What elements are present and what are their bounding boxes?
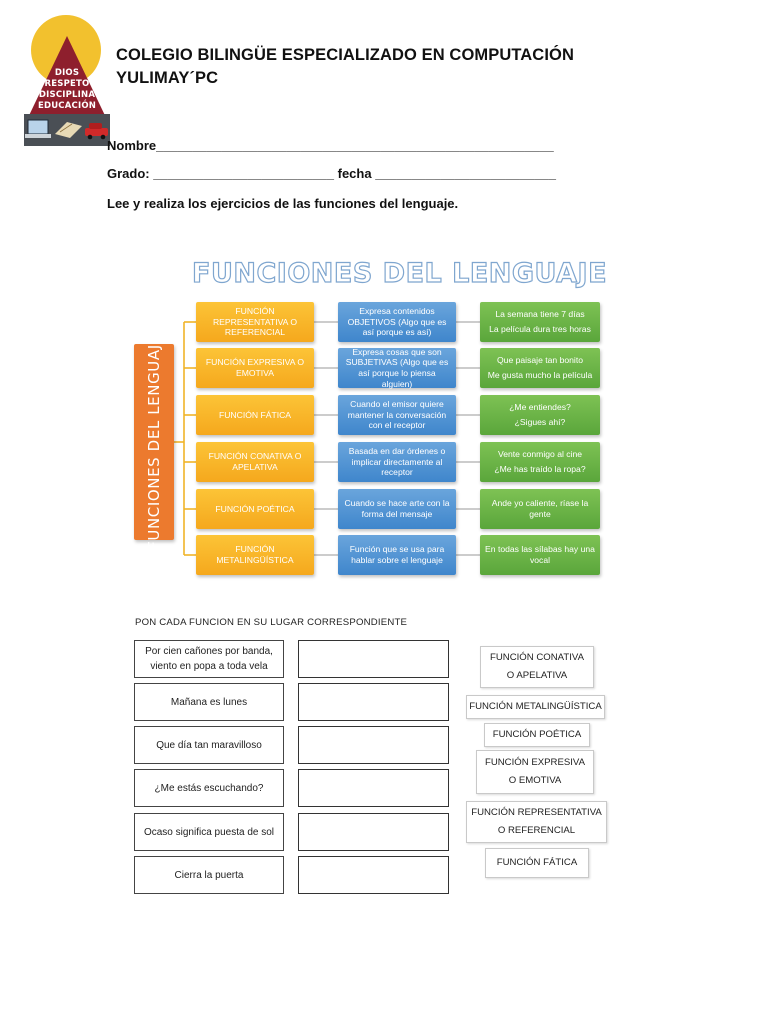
nombre-label: Nombre xyxy=(107,138,157,153)
sentence-box: Mañana es lunes xyxy=(134,683,284,721)
option-fatica[interactable]: FUNCIÓN FÁTICA xyxy=(485,848,589,878)
example-line: ¿Me entiendes? xyxy=(509,402,571,413)
description-node: Función que se usa para hablar sobre el lenguaje xyxy=(338,535,456,575)
nombre-blank[interactable]: _______________________________________________________ xyxy=(156,138,554,153)
concept-map xyxy=(128,252,612,588)
description-node: Expresa cosas que son SUBJETIVAS (Algo que es así porque lo piensa alguien) xyxy=(338,348,456,388)
answer-box[interactable] xyxy=(298,640,449,678)
map-row xyxy=(128,442,612,482)
map-row xyxy=(128,489,612,529)
map-row xyxy=(128,302,612,342)
description-node: Expresa contenidos OBJETIVOS (Algo que es así porque es así) xyxy=(338,302,456,342)
function-node: FUNCIÓN METALINGÜÍSTICA xyxy=(196,535,314,575)
option-expresiva[interactable]: FUNCIÓN EXPRESIVA O EMOTIVA xyxy=(476,750,594,794)
logo-word-4: EDUCACIÓN xyxy=(37,101,97,111)
option-representativa[interactable]: FUNCIÓN REPRESENTATIVA O REFERENCIAL xyxy=(466,801,607,843)
instruction-text: Lee y realiza los ejercicios de las funciones del lenguaje. xyxy=(107,196,459,211)
example-node xyxy=(480,489,600,529)
function-node: FUNCIÓN POÉTICA xyxy=(196,489,314,529)
logo-word-1: DIOS xyxy=(54,68,80,78)
example-line: Ande yo caliente, ríase la gente xyxy=(491,498,589,519)
exercise-title: PON CADA FUNCION EN SU LUGAR CORRESPONDIENTE xyxy=(135,617,408,628)
function-node: FUNCIÓN FÁTICA xyxy=(196,395,314,435)
description-node: Cuando se hace arte con la forma del mensaje xyxy=(338,489,456,529)
fecha-blank[interactable]: _________________________ xyxy=(375,166,556,181)
description-node: Cuando el emisor quiere mantener la conversación con el receptor xyxy=(338,395,456,435)
function-node: FUNCIÓN CONATIVA O APELATIVA xyxy=(196,442,314,482)
map-row xyxy=(128,348,612,388)
example-line: La película dura tres horas xyxy=(489,324,591,334)
example-line: En todas las sílabas hay una vocal xyxy=(485,544,595,565)
example-node xyxy=(480,348,600,388)
option-conativa[interactable]: FUNCIÓN CONATIVA O APELATIVA xyxy=(480,646,594,688)
description-node: Basada en dar órdenes o implicar directamente al receptor xyxy=(338,442,456,482)
example-line: ¿Sigues ahí? xyxy=(514,417,566,427)
option-poetica[interactable]: FUNCIÓN POÉTICA xyxy=(484,723,590,747)
school-name-line1: COLEGIO BILINGÜE ESPECIALIZADO EN COMPUTACIÓN xyxy=(116,46,574,64)
sentence-box: Que día tan maravilloso xyxy=(134,726,284,764)
example-node xyxy=(480,395,600,435)
function-node: FUNCIÓN REPRESENTATIVA O REFERENCIAL xyxy=(196,302,314,342)
answer-box[interactable] xyxy=(298,726,449,764)
school-name-line2: YULIMAY´PC xyxy=(116,69,219,87)
example-line: ¿Me has traído la ropa? xyxy=(494,464,586,474)
example-node xyxy=(480,535,600,575)
example-line: Vente conmigo al cine xyxy=(497,449,583,460)
logo-pictures xyxy=(24,114,110,146)
grado-label: Grado: xyxy=(107,166,150,181)
answer-box[interactable] xyxy=(298,683,449,721)
school-logo xyxy=(22,14,112,134)
example-node xyxy=(480,442,600,482)
grado-blank[interactable]: _________________________ xyxy=(153,166,334,181)
option-metalinguistica[interactable]: FUNCIÓN METALINGÜÍSTICA xyxy=(466,695,605,719)
map-title: FUNCIONES DEL LENGUAJE xyxy=(192,258,608,289)
answer-box[interactable] xyxy=(298,856,449,894)
sentence-box: Ocaso significa puesta de sol xyxy=(134,813,284,851)
side-label-text: FUNCIONES DEL LENGUAJE xyxy=(145,334,163,550)
map-row xyxy=(128,395,612,435)
function-node: FUNCIÓN EXPRESIVA O EMOTIVA xyxy=(196,348,314,388)
sentence-box: ¿Me estás escuchando? xyxy=(134,769,284,807)
example-node xyxy=(480,302,600,342)
answer-box[interactable] xyxy=(298,813,449,851)
grado-fecha-field[interactable] xyxy=(107,166,556,181)
sentence-box: Por cien cañones por banda, viento en popa a toda vela xyxy=(134,640,284,678)
example-line: Me gusta mucho la película xyxy=(487,370,593,380)
laptop-icon xyxy=(25,120,51,138)
fecha-label: fecha xyxy=(337,166,372,181)
logo-word-3: DISCIPLINA xyxy=(38,90,96,100)
map-row xyxy=(128,535,612,575)
answer-box[interactable] xyxy=(298,769,449,807)
example-line: Que paisaje tan bonito xyxy=(496,355,583,366)
example-line: La semana tiene 7 días xyxy=(495,309,585,320)
nombre-field[interactable] xyxy=(107,138,554,153)
sentence-box: Cierra la puerta xyxy=(134,856,284,894)
logo-word-2: RESPETO xyxy=(44,79,90,89)
